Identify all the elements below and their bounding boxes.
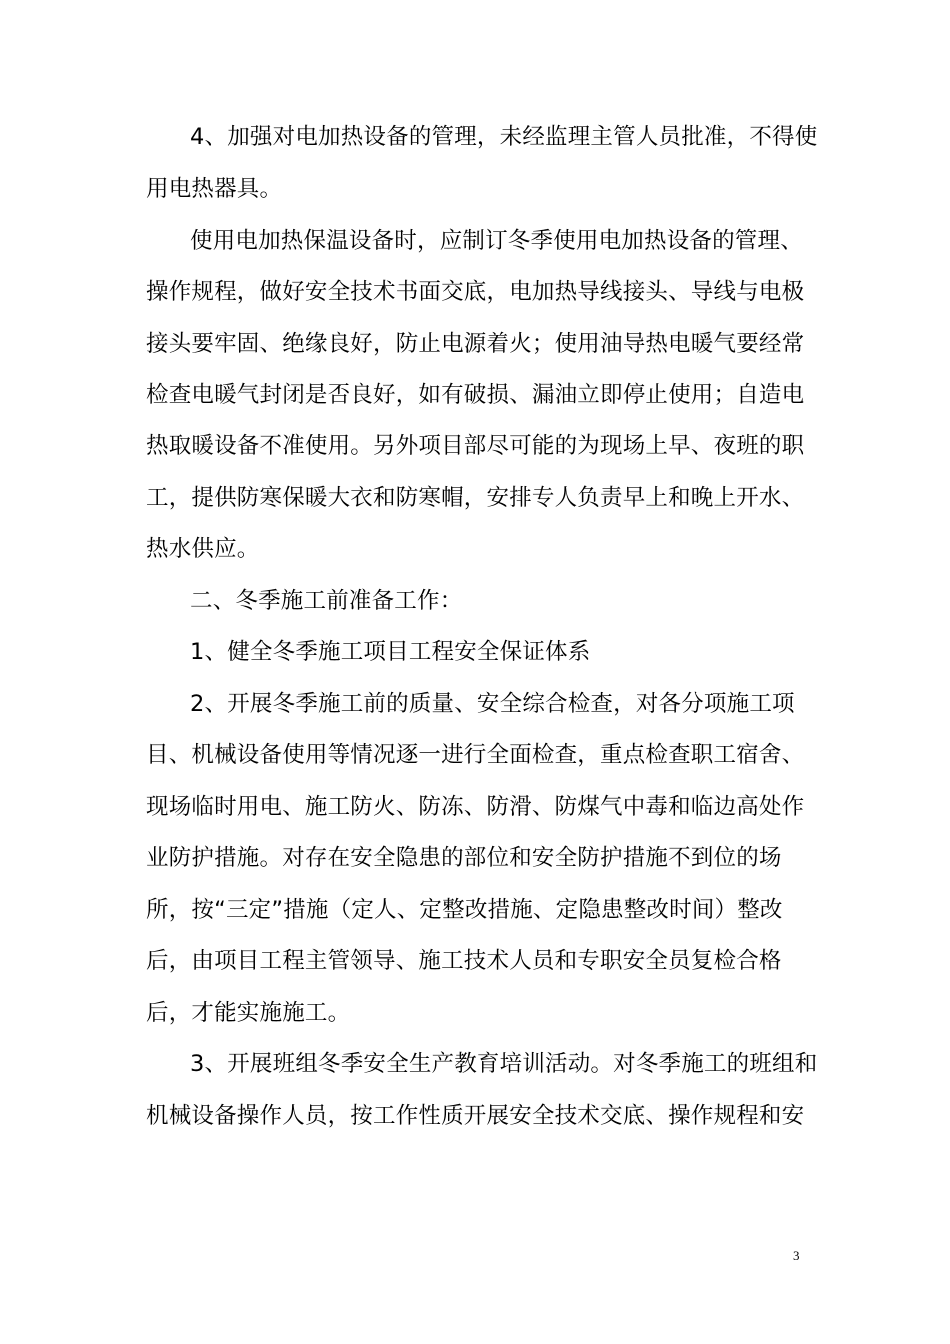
paragraph-line: 3、开展班组冬季安全生产教育培训活动。对冬季施工的班组和	[190, 1051, 818, 1077]
paragraph-line: 所，按“三定”措施（定人、定整改措施、定隐患整改时间）整改	[146, 897, 783, 923]
paragraph-line: 使用电加热保温设备时，应制订冬季使用电加热设备的管理、	[190, 228, 803, 254]
paragraph-line: 用电热器具。	[146, 176, 283, 202]
paragraph-line: 检查电暖气封闭是否良好，如有破损、漏油立即停止使用；自造电	[146, 382, 805, 408]
paragraph-line: 操作规程，做好安全技术书面交底，电加热导线接头、导线与电极	[146, 279, 805, 305]
paragraph-line: 机械设备操作人员，按工作性质开展安全技术交底、操作规程和安	[146, 1103, 805, 1129]
paragraph-line: 目、机械设备使用等情况逐一进行全面检查，重点检查职工宿舍、	[146, 742, 805, 768]
section-heading: 二、冬季施工前准备工作：	[190, 588, 463, 614]
paragraph-line: 4、加强对电加热设备的管理，未经监理主管人员批准，不得使	[190, 124, 818, 150]
paragraph-line: 现场临时用电、施工防火、防冻、防滑、防煤气中毒和临边高处作	[146, 794, 805, 820]
paragraph-line: 后，才能实施施工。	[146, 1000, 351, 1026]
paragraph-line: 接头要牢固、绝缘良好，防止电源着火；使用油导热电暖气要经常	[146, 331, 805, 357]
paragraph-line: 业防护措施。对存在安全隐患的部位和安全防护措施不到位的场	[146, 845, 782, 871]
page-number: 3	[793, 1248, 800, 1263]
paragraph-line: 热取暖设备不准使用。另外项目部尽可能的为现场上早、夜班的职	[146, 433, 805, 459]
paragraph-line: 2、开展冬季施工前的质量、安全综合检查，对各分项施工项	[190, 691, 795, 717]
paragraph-line: 工，提供防寒保暖大衣和防寒帽，安排专人负责早上和晚上开水、	[146, 485, 805, 511]
paragraph-line: 1、健全冬季施工项目工程安全保证体系	[190, 639, 591, 665]
paragraph-line: 后，由项目工程主管领导、施工技术人员和专职安全员复检合格	[146, 948, 782, 974]
paragraph-line: 热水供应。	[146, 536, 260, 562]
